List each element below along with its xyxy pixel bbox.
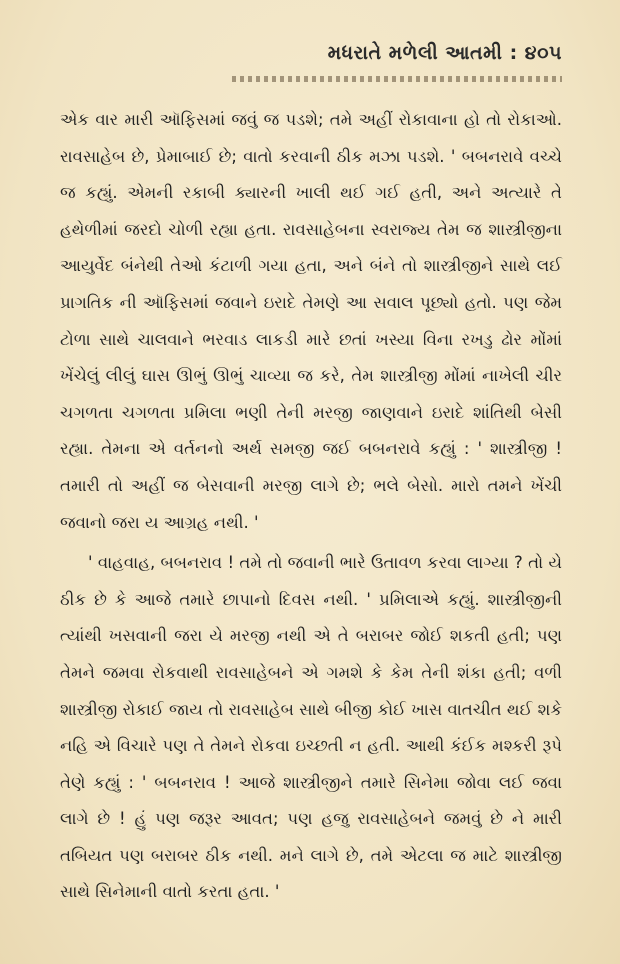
body-text	[60, 102, 562, 911]
decorative-rule	[232, 76, 562, 82]
paragraph-2: ' વાહવાહ, બબનરાવ ! તમે તો જવાની ભારે ઉતાવળ કરવા લાગ્યા ? તો યે ઠીક છે કે આજે તમારે છાપાનો દિવસ નથી. ' પ્રમિલાએ કહ્યું. શાસ્ત્રીજીની ત્યાંથી ખસવાની જરા યે મરજી નથી એ તે બરાબર જોઈ શકતી હતી; પણ તેમને જમવા રોકવાથી રાવસાહેબને એ ગમશે કે કેમ તેની શંકા હતી; વળી શાસ્ત્રીજી રોકાઈ જાય તો રાવસાહેબ સાથે બીજી કોઈ ખાસ વાતચીત થઈ શકે નહિ એ વિચારે પણ તે તેમને રોકવા ઇચ્છતી ન હતી. આથી કંઈક મશ્કરી રૂપે તેણે કહ્યું : ' બબનરાવ ! આજે શાસ્ત્રીજીને તમારે સિનેમા જોવા લઈ જવા લાગે છે ! હું પણ જરૂર આવત; પણ હજુ રાવસાહેબને જમવું છે ને મારી તબિયત પણ બરાબર ઠીક નથી. મને લાગે છે, તમે એટલા જ માટે શાસ્ત્રીજી સાથે સિનેમાની વાતો કરતા હતા. '	[60, 553, 562, 902]
paragraph-1: એક વાર મારી ઑફિસમાં જવું જ પડશે; તમે અહીં રોકાવાના હો તો રોકાઓ. રાવસાહેબ છે, પ્રેમાબાઈ છે; વાતો કરવાની ઠીક મઝા પડશે. ' બબનરાવે વચ્ચે જ કહ્યું. એમની રકાબી ક્યારની ખાલી થઈ ગઈ હતી, અને અત્યારે તે હથેળીમાં જરદો ચોળી રહ્યા હતા. રાવસાહેબના સ્વરાજ્ય તેમ જ શાસ્ત્રીજીના આયુર્વેદ બંનેથી તેઓ કંટાળી ગયા હતા, અને બંને તો શાસ્ત્રીજીને સાથે લઈ પ્રાગતિક ની ઑફિસમાં જવાને ઇરાદે તેમણે આ સવાલ પૂછ્યો હતો. પણ જેમ ટોળા સાથે ચાલવાને ભરવાડ લાકડી મારે છતાં ખસ્યા વિના રખડુ ઢોર મોંમાં ખેંચેલું લીલું ઘાસ ઊભું ઊભું ચાવ્યા જ કરે, તેમ શાસ્ત્રીજી મોંમાં નાખેલી ચીર ચગળતા ચગળતા પ્રમિલા ભણી તેની મરજી જાણવાને ઇરાદે શાંતિથી બેસી રહ્યા. તેમના એ વર્તનનો અર્થ સમજી જઈ બબનરાવે કહ્યું : ' શાસ્ત્રીજી ! તમારી તો અહીં જ બેસવાની મરજી લાગે છે; ભલે બેસો. મારો તમને ખેંચી જવાનો જરા ય આગ્રહ નથી. '	[60, 110, 562, 532]
running-head: મધરાતે મળેલી આતમી : ૪૦૫	[327, 42, 562, 64]
page-header	[60, 34, 562, 86]
